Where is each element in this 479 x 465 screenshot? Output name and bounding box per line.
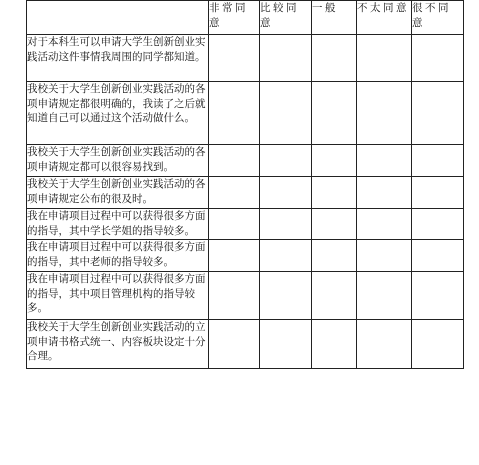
response-cell[interactable] xyxy=(357,240,412,272)
option-neutral: 一般 xyxy=(312,1,357,35)
response-cell[interactable] xyxy=(412,145,464,177)
option-strongly-agree: 非常同意 xyxy=(209,1,260,35)
statement-cell: 对于本科生可以申请大学生创新创业实践活动这件事情我周围的同学都知道。 xyxy=(27,35,209,82)
response-cell[interactable] xyxy=(412,209,464,240)
response-cell[interactable] xyxy=(312,272,357,320)
response-cell[interactable] xyxy=(260,35,312,82)
table-row xyxy=(27,209,464,240)
response-cell[interactable] xyxy=(312,177,357,209)
response-cell[interactable] xyxy=(312,145,357,177)
response-cell[interactable] xyxy=(312,209,357,240)
response-cell[interactable] xyxy=(357,320,412,369)
response-cell[interactable] xyxy=(209,177,260,209)
response-cell[interactable] xyxy=(412,320,464,369)
statement-cell: 我校关于大学生创新创业实践活动的各项申请规定都可以很容易找到。 xyxy=(27,145,209,177)
table-row xyxy=(27,145,464,177)
statement-cell: 我在申请项目过程中可以获得很多方面的指导，其中老师的指导较多。 xyxy=(27,240,209,272)
response-cell[interactable] xyxy=(412,82,464,145)
response-cell[interactable] xyxy=(312,240,357,272)
table-row xyxy=(27,82,464,145)
statement-cell: 我在申请项目过程中可以获得很多方面的指导，其中项目管理机构的指导较多。 xyxy=(27,272,209,320)
statement-cell: 我校关于大学生创新创业实践活动的各项申请规定都很明确的，我读了之后就知道自己可以通过这个活动做什么。 xyxy=(27,82,209,145)
statement-cell: 我校关于大学生创新创业实践活动的各项申请规定公布的很及时。 xyxy=(27,177,209,209)
response-cell[interactable] xyxy=(312,320,357,369)
response-cell[interactable] xyxy=(412,240,464,272)
response-cell[interactable] xyxy=(209,35,260,82)
response-cell[interactable] xyxy=(357,145,412,177)
response-cell[interactable] xyxy=(412,35,464,82)
table-row xyxy=(27,240,464,272)
statement-cell: 我在申请项目过程中可以获得很多方面的指导，其中学长学姐的指导较多。 xyxy=(27,209,209,240)
response-cell[interactable] xyxy=(209,240,260,272)
response-cell[interactable] xyxy=(260,145,312,177)
response-cell[interactable] xyxy=(412,177,464,209)
response-cell[interactable] xyxy=(357,35,412,82)
response-cell[interactable] xyxy=(260,209,312,240)
response-cell[interactable] xyxy=(312,35,357,82)
response-cell[interactable] xyxy=(209,82,260,145)
table-row xyxy=(27,320,464,369)
header-corner-cell xyxy=(27,1,209,35)
response-cell[interactable] xyxy=(357,82,412,145)
response-cell[interactable] xyxy=(209,272,260,320)
response-cell[interactable] xyxy=(412,272,464,320)
table-row xyxy=(27,272,464,320)
option-disagree: 不太同意 xyxy=(357,1,412,35)
response-cell[interactable] xyxy=(209,145,260,177)
table-row xyxy=(27,177,464,209)
response-cell[interactable] xyxy=(260,82,312,145)
statement-cell: 我校关于大学生创新创业实践活动的立项申请书格式统一、内容板块设定十分合理。 xyxy=(27,320,209,369)
survey-table xyxy=(26,0,464,369)
response-cell[interactable] xyxy=(357,209,412,240)
response-cell[interactable] xyxy=(209,209,260,240)
response-cell[interactable] xyxy=(357,177,412,209)
response-cell[interactable] xyxy=(209,320,260,369)
response-cell[interactable] xyxy=(260,320,312,369)
response-cell[interactable] xyxy=(260,272,312,320)
response-cell[interactable] xyxy=(260,240,312,272)
response-cell[interactable] xyxy=(260,177,312,209)
option-agree: 比较同意 xyxy=(260,1,312,35)
table-row xyxy=(27,35,464,82)
response-cell[interactable] xyxy=(312,82,357,145)
header-row xyxy=(27,1,464,35)
response-cell[interactable] xyxy=(357,272,412,320)
option-strongly-disagree: 很不同意 xyxy=(412,1,464,35)
